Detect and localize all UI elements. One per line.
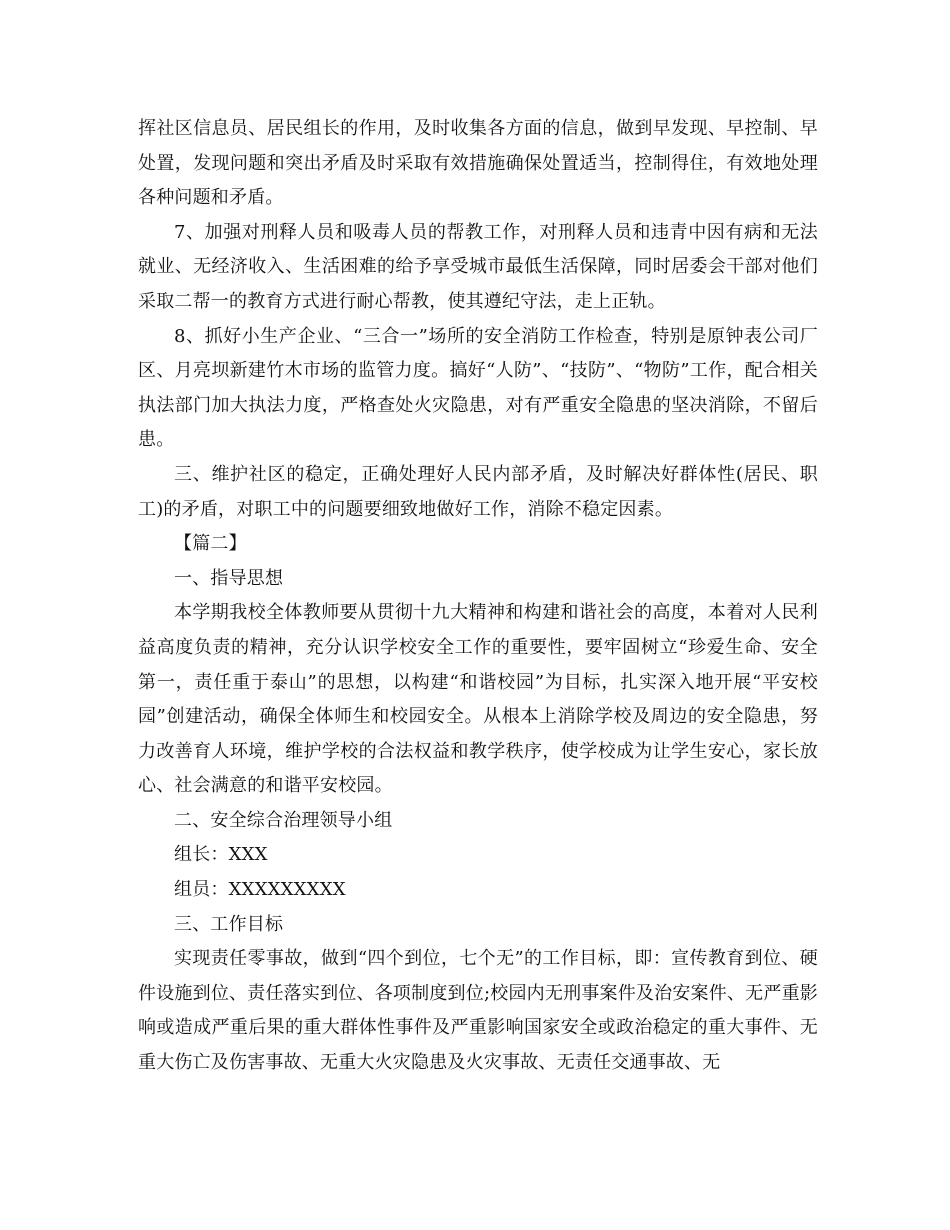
paragraph-item-7: 7、加强对刑释人员和吸毒人员的帮教工作，对刑释人员和违青中因有病和无法就业、无经济收入、生活困难的给予享受城市最低生活保障，同时居委会干部对他们采取二帮一的教育方式进行耐心帮教，使其遵纪守法，走上正轨。: [138, 221, 818, 312]
heading-leadership-group: 二、安全综合治理领导小组: [174, 809, 393, 831]
paragraph-section-3: 三、维护社区的稳定，正确处理好人民内部矛盾，及时解决好群体性(居民、职工)的矛盾，对职工中的问题要细致地做好工作，消除不稳定因素。: [138, 463, 818, 520]
heading-work-goals: 三、工作目标: [174, 913, 284, 935]
section-heading-part-two: 【篇二】: [174, 533, 247, 555]
document-body: [138, 112, 818, 1081]
heading-guiding-ideology: 一、指导思想: [174, 567, 284, 589]
paragraph-work-goals: 实现责任零事故，做到“四个到位，七个无”的工作目标，即：宣传教育到位、硬件设施到位、责任落实到位、各项制度到位;校园内无刑事案件及治安案件、无严重影响或造成严重后果的重大群体性事件及严重影响国家安全或政治稳定的重大事件、无重大伤亡及伤害事故、无重大火灾隐患及火灾事故、无责任交通事故、无: [138, 948, 818, 1074]
line-group-members: 组员：XXXXXXXXX: [174, 879, 346, 901]
paragraph-guiding-ideology: 本学期我校全体教师要从贯彻十九大精神和构建和谐社会的高度，本着对人民利益高度负责的精神，充分认识学校安全工作的重要性，要牢固树立“珍爱生命、安全第一，责任重于泰山”的思想，以构建“和谐校园”为目标，扎实深入地开展“平安校园”创建活动，确保全体师生和校园安全。从根本上消除学校及周边的安全隐患，努力改善育人环境，维护学校的合法权益和教学秩序，使学校成为让学生安心，家长放心、社会满意的和谐平安校园。: [138, 602, 818, 797]
paragraph-item-8: 8、抓好小生产企业、“三合一”场所的安全消防工作检查，特别是原钟表公司厂区、月亮坝新建竹木市场的监管力度。搞好“人防”、“技防”、“物防”工作，配合相关执法部门加大执法力度，严格查处火灾隐患，对有严重安全隐患的坚决消除，不留后患。: [138, 325, 818, 451]
paragraph-continuation: 挥社区信息员、居民组长的作用，及时收集各方面的信息，做到早发现、早控制、早处置，发现问题和突出矛盾及时采取有效措施确保处置适当，控制得住，有效地处理各种问题和矛盾。: [138, 118, 818, 209]
line-group-leader: 组长：XXX: [174, 844, 268, 866]
